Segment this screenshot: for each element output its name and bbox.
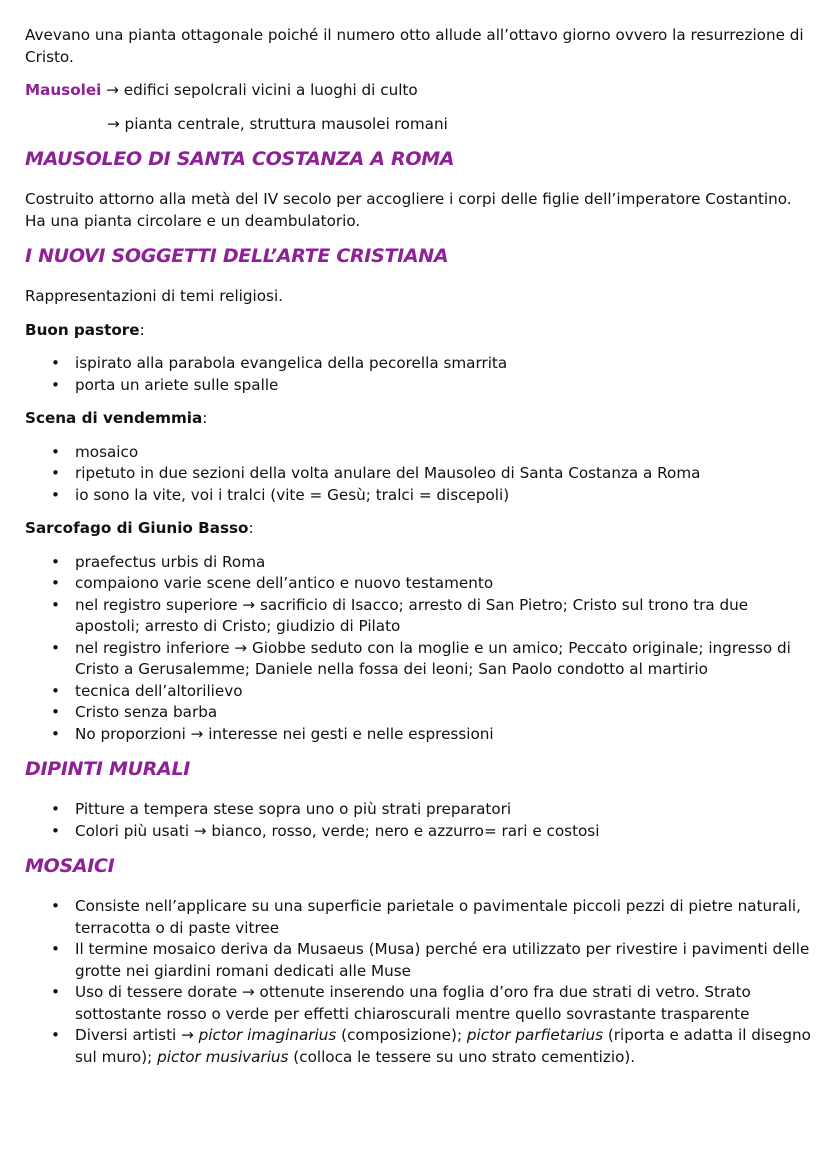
list-item: • mosaico xyxy=(75,442,815,464)
vendemmia-label xyxy=(25,408,815,430)
colon: : xyxy=(139,320,145,339)
term-parfietarius: pictor parfietarius xyxy=(466,1026,604,1044)
desc-imaginarius: (composizione); xyxy=(336,1026,467,1044)
list-item: • Colori più usati → bianco, rosso, verde; nero e azzurro= rari e costosi xyxy=(75,821,815,843)
heading-santa-costanza: MAUSOLEO DI SANTA COSTANZA A ROMA xyxy=(25,148,455,170)
list-item-artists xyxy=(75,1025,815,1068)
list-item: • nel registro superiore → sacrificio di Isacco; arresto di San Pietro; Cristo sul trono tra due apostoli; arresto di Cristo; giudizio di Pilato xyxy=(75,595,815,638)
santa-costanza-paragraph: Costruito attorno alla metà del IV secolo per accogliere i corpi delle figlie dell’imperatore Costantino. Ha una pianta circolare e un deambulatorio. xyxy=(25,190,792,230)
list-item: • ripetuto in due sezioni della volta anulare del Mausoleo di Santa Costanza a Roma xyxy=(75,463,815,485)
buon-pastore-list xyxy=(25,353,815,396)
buon-pastore-title: Buon pastore xyxy=(25,320,140,339)
list-item: • porta un ariete sulle spalle xyxy=(75,375,815,397)
desc-parfietarius: (riporta e adatta il disegno sul muro); xyxy=(75,1026,811,1066)
artists-lead: Diversi artisti → xyxy=(75,1026,199,1044)
sarcofago-title: Sarcofago di Giunio Basso xyxy=(25,519,249,537)
list-item: • Pitture a tempera stese sopra uno o più strati preparatori xyxy=(75,799,815,821)
colon: : xyxy=(202,409,208,427)
colon: : xyxy=(248,519,254,537)
list-item: • io sono la vite, voi i tralci (vite = Gesù; tralci = discepoli) xyxy=(75,485,815,507)
buon-pastore-label xyxy=(25,320,815,342)
mosaici-list xyxy=(25,896,815,1068)
list-item: • Consiste nell’applicare su una superficie parietale o pavimentale piccoli pezzi di pietre naturali, terracotta o di paste vitree xyxy=(75,896,815,939)
term-imaginarius: pictor imaginarius xyxy=(198,1026,337,1044)
document-page xyxy=(25,25,815,1080)
mausolei-definition: → edifici sepolcrali vicini a luoghi di culto xyxy=(101,81,418,99)
list-item: • No proporzioni → interesse nei gesti e nelle espressioni xyxy=(75,724,815,746)
list-item: • nel registro inferiore → Giobbe seduto con la moglie e un amico; Peccato originale; ingresso di Cristo a Gerusalemme; Daniele nella fossa dei leoni; San Paolo condotto al martirio xyxy=(75,638,815,681)
list-item: • compaiono varie scene dell’antico e nuovo testamento xyxy=(75,573,815,595)
list-item: • Il termine mosaico deriva da Musaeus (Musa) perché era utilizzato per rivestire i pavimenti delle grotte nei giardini romani dedicati alle Muse xyxy=(75,939,815,982)
term-musivarius: pictor musivarius xyxy=(157,1047,289,1066)
list-item: • Cristo senza barba xyxy=(75,702,815,724)
vendemmia-title: Scena di vendemmia xyxy=(25,409,203,427)
heading-nuovi-soggetti: I NUOVI SOGGETTI DELL’ARTE CRISTIANA xyxy=(25,245,449,267)
mausolei-term: Mausolei xyxy=(25,81,102,99)
heading-mosaici: MOSAICI xyxy=(25,855,115,877)
desc-musivarius: (colloca le tessere su uno strato cementizio). xyxy=(288,1047,636,1066)
list-item: • ispirato alla parabola evangelica della pecorella smarrita xyxy=(75,353,815,375)
soggetti-intro: Rappresentazioni di temi religiosi. xyxy=(25,287,283,305)
list-item: • praefectus urbis di Roma xyxy=(75,552,815,574)
mausolei-line xyxy=(25,80,815,102)
list-item: • tecnica dell’altorilievo xyxy=(75,681,815,703)
heading-dipinti-murali: DIPINTI MURALI xyxy=(25,758,191,780)
sarcofago-list xyxy=(25,552,815,746)
sarcofago-label xyxy=(25,518,815,540)
vendemmia-list xyxy=(25,442,815,507)
intro-paragraph: Avevano una pianta ottagonale poiché il numero otto allude all’ottavo giorno ovvero la resurrezione di Cristo. xyxy=(25,26,804,66)
dipinti-list xyxy=(25,799,815,842)
mausolei-subline: → pianta centrale, struttura mausolei romani xyxy=(107,114,448,133)
list-item: • Uso di tessere dorate → ottenute inserendo una foglia d’oro fra due strati di vetro. Strato sottostante rosso o verde per effetti chiaroscurali mentre quello sovrastante trasparente xyxy=(75,982,815,1025)
